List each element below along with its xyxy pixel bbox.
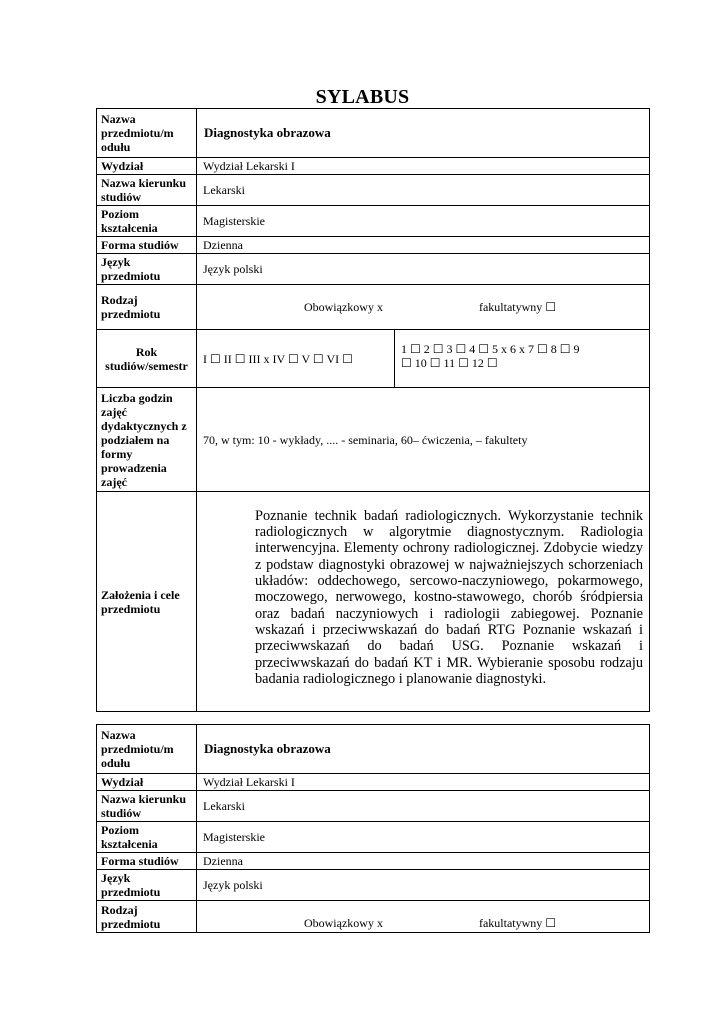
value-level: Magisterskie [197,822,650,853]
row-type [97,901,650,933]
type-mandatory: Obowiązkowy x [303,300,383,314]
row-hours [97,388,650,492]
label-name: Nazwa przedmiotu/m odułu [97,109,197,158]
year-right-line-2: ☐ 10 ☐ 11 ☐ 12 ☐ [401,356,498,370]
label-hours: Liczba godzin zajęć dydaktycznych z podziałem na formy prowadzenia zajęć [97,388,197,492]
type-optional: fakultatywny ☐ [478,300,557,314]
row-goals [97,492,650,712]
label-faculty: Wydział [97,158,197,175]
value-goals-cell [197,492,650,712]
type-mandatory: Obowiązkowy x [303,916,383,930]
row-faculty [97,774,650,791]
label-name: Nazwa przedmiotu/m odułu [97,725,197,774]
label-goals: Założenia i cele przedmiotu [97,492,197,712]
syllabus-table-2 [96,724,650,933]
value-name: Diagnostyka obrazowa [197,109,650,158]
value-hours: 70, w tym: 10 - wykłady, .... - seminaria, 60– ćwiczenia, – fakultety [197,388,650,492]
type-optional: fakultatywny ☐ [478,916,557,930]
row-name [97,725,650,774]
label-level: Poziom kształcenia [97,206,197,237]
value-language: Język polski [197,870,650,901]
value-form: Dzienna [197,853,650,870]
label-level: Poziom kształcenia [97,822,197,853]
document-title: SYLABUS [315,86,410,108]
value-language: Język polski [197,254,650,285]
row-field [97,175,650,206]
row-name [97,109,650,158]
value-year-right [395,330,650,388]
row-type [97,285,650,330]
value-form: Dzienna [197,237,650,254]
label-language: Język przedmiotu [97,870,197,901]
value-name: Diagnostyka obrazowa [197,725,650,774]
row-year [97,330,650,388]
value-field: Lekarski [197,791,650,822]
row-field [97,791,650,822]
value-faculty: Wydział Lekarski I [197,774,650,791]
label-field: Nazwa kierunku studiów [97,175,197,206]
label-type: Rodzaj przedmiotu [97,901,197,933]
row-language [97,870,650,901]
value-type [197,285,650,330]
value-goals: Poznanie technik badań radiologicznych. Wykorzystanie technik radiologicznych w algorytmie diagnostycznym. Radiologia interwencyjna. Elementy ochrony radiologicznej. Zdobycie wiedzy z podstaw diagnostyki obrazowej w najważniejszych schorzeniach układów: oddechowego, sercowo-naczyniowego, pokarmowego, moczowego, nerwowego, kostno-stawowego, chorób śródpiersia oraz badań naczyniowych i radiologii zabiegowej. Poznanie wskazań i przeciwwskazań do badań RTG Poznanie wskazań i przeciwwskazań do badań USG. Poznanie wskazań i przeciwwskazań do badań KT i MR. Wybieranie sposobu rodzaju badania radiologicznego i planowanie diagnostyki. [255,507,644,687]
value-faculty: Wydział Lekarski I [197,158,650,175]
syllabus-table-1 [96,108,650,712]
label-year: Rok studiów/semestr [97,330,197,388]
row-form [97,237,650,254]
label-faculty: Wydział [97,774,197,791]
value-year-left: I ☐ II ☐ III x IV ☐ V ☐ VI ☐ [197,330,395,388]
row-language [97,254,650,285]
row-level [97,822,650,853]
value-level: Magisterskie [197,206,650,237]
label-type: Rodzaj przedmiotu [97,285,197,330]
label-field: Nazwa kierunku studiów [97,791,197,822]
value-type [197,901,650,933]
row-faculty [97,158,650,175]
label-form: Forma studiów [97,237,197,254]
year-right-line-1: 1 ☐ 2 ☐ 3 ☐ 4 ☐ 5 x 6 x 7 ☐ 8 ☐ 9 [401,342,580,356]
row-level [97,206,650,237]
row-form [97,853,650,870]
label-language: Język przedmiotu [97,254,197,285]
label-form: Forma studiów [97,853,197,870]
value-field: Lekarski [197,175,650,206]
